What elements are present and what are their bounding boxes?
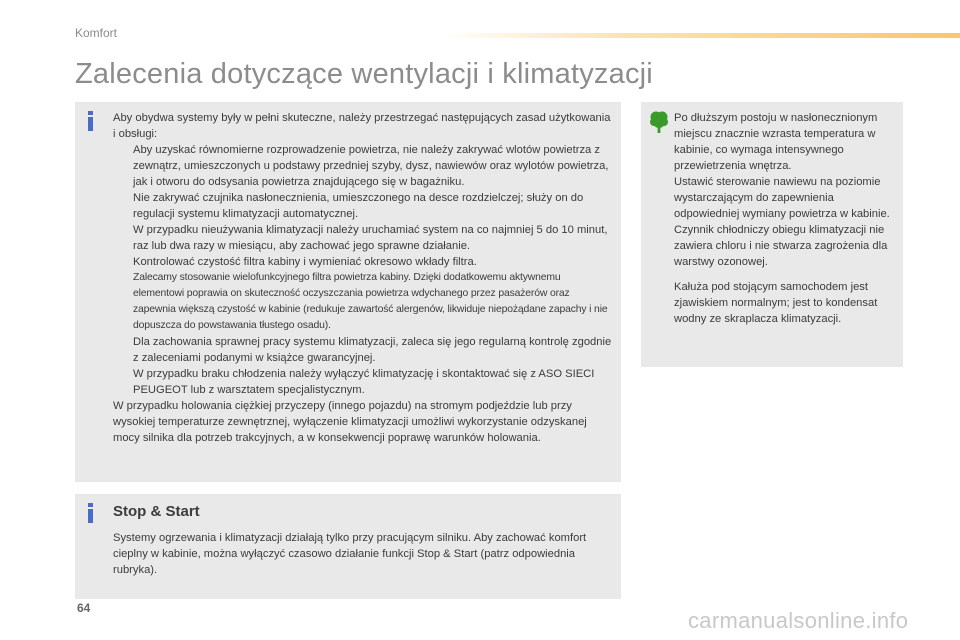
list-item — [113, 366, 613, 398]
env-paragraph-condensate: Kałuża pod stojącym samochodem jest zjawiskiem normalnym; jest to kondensat wodny ze skraplacza klimatyzacji. — [674, 281, 878, 325]
leaf-icon — [649, 110, 669, 134]
list-item-text: Nie zakrywać czujnika nasłonecznienia, umieszczonego na desce rozdzielczej; służy on do regulacji systemu klimatyzacji automatycznej. — [133, 192, 584, 220]
stop-start-box — [75, 494, 621, 599]
stop-start-title: Stop & Start — [113, 503, 200, 520]
advice-outro: W przypadku holowania ciężkiej przyczepy (innego pojazdu) na stromym podjeździe lub przy wysokiej temperaturze zewnętrznej, wyłączenie klimatyzacji umożliwi wykorzystanie odzyskanej mocy silnika dla potrzeb trakcyjnych, a w konsekwencji poprawę warunków holowania. — [113, 400, 587, 444]
stop-start-text: Systemy ogrzewania i klimatyzacji działają tylko przy pracującym silniku. Aby zachować komfort cieplny w kabinie, można wyłączyć czasowo działanie funkcji Stop & Start (patrz odpowiednia rubryka). — [113, 532, 587, 576]
advice-intro: Aby obydwa systemy były w pełni skuteczne, należy przestrzegać następujących zasad użytkowania i obsługi: — [113, 112, 611, 140]
advice-list — [113, 142, 613, 398]
list-item — [113, 142, 613, 190]
env-sentence-2: Ustawić sterowanie nawiewu na poziomie wystarczającym do zapewnienia odpowiedniej wymiany powietrza w kabinie. — [674, 176, 890, 220]
ventilation-advice-text — [113, 110, 613, 446]
environment-text — [674, 110, 899, 336]
ventilation-advice-box — [75, 102, 621, 482]
page-number: 64 — [77, 601, 91, 615]
environment-box — [641, 102, 903, 367]
section-label: Komfort — [75, 26, 118, 40]
list-item-text: Dla zachowania sprawnej pracy systemu klimatyzacji, zaleca się jego regularną kontrolę zgodnie z zaleceniami podanymi w książce gwarancyjnej. — [133, 336, 612, 364]
watermark: carmanualsonline.info — [688, 608, 909, 633]
info-icon — [88, 503, 93, 523]
list-item-text: W przypadku nieużywania klimatyzacji należy uruchamiać system na co najmniej 5 do 10 minut, raz lub dwa razy w miesiącu, aby zachować jego sprawne działanie. — [133, 224, 608, 252]
list-item — [113, 190, 613, 222]
list-item — [113, 334, 613, 366]
filter-note: Zalecamy stosowanie wielofunkcyjnego filtra powietrza kabiny. Dzięki dodatkowemu aktywnemu elementowi poprawia on skuteczność oczyszczania powietrza wdychanego przez pasażerów oraz zapewnia większą czystość w kabinie (redukuje zawartość alergenów, likwiduje niepożądane zapachy i nie dopuszcza do powstawania tłustego osadu). — [133, 272, 608, 331]
page-title: Zalecenia dotyczące wentylacji i klimatyzacji — [75, 58, 653, 90]
list-item — [113, 254, 613, 334]
info-icon — [88, 111, 93, 131]
list-item-text: Aby uzyskać równomierne rozprowadzenie powietrza, nie należy zakrywać wlotów powietrza z zewnątrz, umieszczonych u podstawy przedniej szyby, dysz, nawiewów oraz wylotów powietrza, jak i otworu do odsysania powietrza znajdującego się w bagażniku. — [133, 144, 609, 188]
list-item-text: Kontrolować czystość filtra kabiny i wymieniać okresowo wkłady filtra. — [133, 256, 477, 268]
list-item-text: W przypadku braku chłodzenia należy wyłączyć klimatyzację i skontaktować się z ASO SIECI PEUGEOT lub z warsztatem specjalistycznym. — [133, 368, 595, 396]
env-paragraph — [674, 110, 899, 270]
env-sentence-3: Czynnik chłodniczy obiegu klimatyzacji nie zawiera chloru i nie stwarza zagrożenia dla warstwy ozonowej. — [674, 224, 888, 268]
header-accent-bar — [440, 33, 960, 38]
list-item — [113, 222, 613, 254]
env-sentence-1: Po dłuższym postoju w nasłonecznionym miejscu znacznie wzrasta temperatura w kabinie, co wymaga intensywnego przewietrzenia wnętrza. — [674, 112, 878, 172]
